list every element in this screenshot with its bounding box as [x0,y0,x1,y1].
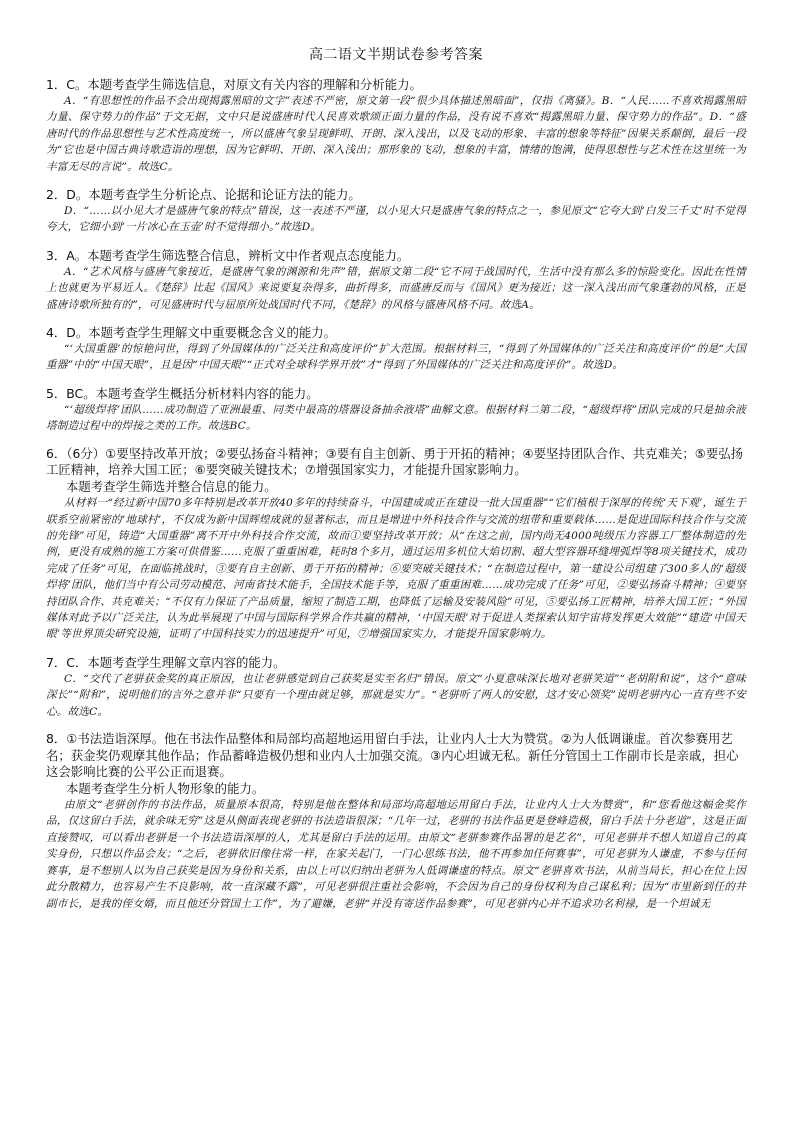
answer-5 [46,385,746,435]
answer-8-explanation: 由原文“老骈创作的书法作品，质量原本很高，特别是他在整体和局部均高超地运用留白手法，让业内人士大为赞赏”，和“您看他这幅金奖作品，仅这留白手法，就余味无穷”这是从侧面表现老骈的书法造诣很深；“几年一过，老骈的书法作品更是登峰造极，留白手法十分老道”，这是正面直接赞叹，可以看出老骈是一个书法造诣深厚的人，尤其是留白手法的运用。由原文“老骈参赛作品署的是艺名”，可见老骈并不想人知道自己的真实身份，只想以作品会友；“之后，老骈依旧像往常一样，在家关起门，一门心思练书法，他不再参加任何赛事”，可见老骈为人谦虚，不参与任何赛事，是不想别人以为自己获奖是因为身份和关系，由以上可以归纳出老骈为人低调谦虚的特点。原文“老骈喜欢书法，从前当局长，担心在位上因此分散精力，也容易产生不良影响，故一直深藏不露”，可见老骈很注重社会影响，不会因为自己的身份权利为自己谋私利；因为“市里新到任的井副市长，是我的侄女婿，而且他还分管国土工作”，为了避嫌，老骈“并没有寄送作品参赛”，可见老骈内心并不追求功名利禄，是一个坦诚无 [46,799,746,910]
answer-2-head: 2．D。本题考查学生分析论点、论据和论证方法的能力。 [46,187,361,203]
answer-8-skill: 本题考查学生分析人物形象的能力。 [66,780,265,796]
answer-6-head: 6．（6分）①要坚持改革开放；②要弘扬奋斗精神；③要有自主创新、勇于开拓的精神；④要坚持团队合作、共克难关；⑤要弘扬工匠精神，培养大国工匠；⑥要突破关键技术；⑦增强国家实力，才能提升国家影响力。 [46,445,744,478]
answer-1 [46,76,746,175]
answer-3-explanation: A．“艺术风格与盛唐气象接近，是盛唐气象的渊源和先声”错，据原文第二段“它不同于战国时代，生活中没有那么多的惊险变化。因此在性情上也就更为平易近人。《楚辞》比起《国风》来说要复杂得多，曲折得多，而盛唐反而与《国风》更为接近；这一深入浅出而气象蓬勃的风格，正是盛唐诗歌所独有的”，可见盛唐时代与屈原所处战国时代不同，《楚辞》的风格与盛唐风格不同。故选A。 [46,265,746,311]
page-title: 高二语文半期试卷参考答案 [309,47,483,63]
answer-8-head: 8．①书法造诣深厚。他在书法作品整体和局部均高超地运用留白手法，让业内人士大为赞赏。②为人低调谦虚。首次参赛用艺名；获金奖仍观摩其他作品；作品蓄峰造极仍想和业内人士加强交流。③内心坦诚无私。新任分管国土工作副市长是亲戚，担心这会影响比赛的公平公正而退赛。 [46,731,739,780]
answer-1-head: 1．C。本题考查学生筛选信息，对原文有关内容的理解和分析能力。 [46,77,422,92]
answer-4 [46,324,746,374]
answer-2 [46,186,746,236]
answer-6-skill: 本题考查学生筛选并整合信息的能力。 [66,478,277,494]
answer-3-head: 3．A。本题考查学生筛选整合信息，辨析文中作者观点态度能力。 [46,247,410,263]
answer-7 [46,654,746,720]
answer-1-explanation: A．“有思想性的作品不会出现揭露黑暗的文字”表述不严密，原文第一段“很少具体描述黑暗面”，仅指《离骚》。B．“人民……不喜欢揭露黑暗力量、保守势力的作品”于文无据，文中只是说盛唐时代人民喜欢歌颂正面力量的作品，没有说不喜欢“揭露黑暗力量、保守势力的作品”。D．“盛唐时代的作品思想性与艺术性高度统一，所以盛唐气象呈现鲜明、开朗、深入浅出，以及飞动的形象、丰富的想象等特征”因果关系颠倒，最后一段为“它也是中国古典诗歌造诣的理想，因为它鲜明、开朗、深入浅出；那形象的飞动，想象的丰富，情绪的饱满，使得思想性与艺术性在这里统一为丰富无尽的言说”。故选C。 [46,95,746,173]
answer-4-explanation: “‘大国重器’的惊艳问世，得到了外国媒体的广泛关注和高度评价”扩大范围。根据材料三，“得到了外国媒体的广泛关注和高度评价”的是“大国重器”中的“中国天眼”，且是因“中国天眼”“正式对全球科学界开放”才“得到了外国媒体的广泛关注和高度评价”。故选D。 [46,343,746,372]
answer-5-head: 5．BC。本题考查学生概括分析材料内容的能力。 [46,385,319,401]
answer-3 [46,247,746,313]
answer-7-head: 7．C．本题考查学生理解文章内容的能力。 [46,654,286,670]
answer-8 [46,731,746,912]
answer-5-explanation: “‘超级焊将’团队……成功制造了亚洲最重、同类中最高的塔器设备抽余液塔”曲解文意。根据材料二第二段，“超级焊将”团队完成的只是抽余液塔制造过程中的焊接之类的工作。故选BC。 [46,403,746,433]
answer-4-head: 4．D。本题考查学生理解文中重要概念含义的能力。 [46,325,337,341]
answer-6 [46,446,746,643]
answer-7-explanation: C．“交代了老骈获金奖的真正原因，也让老骈感觉到自己获奖是实至名归”错误。原文“小夏意味深长地对老骈笑道”“老胡附和说”，这个“意味深长”“附和”，说明他们的言外之意并非“只要有一个理由就足够，那就是实力”。“老骈听了两人的安慰，这才安心领奖”说明老骈内心一直有些不安心。故选C。 [46,672,746,718]
answer-6-explanation: 从材料一“经过新中国70多年特别是改革开放40多年的持续奋斗，中国建成或正在建设一批大国重器”“它们植根于深厚的传统‘天下观’，诞生于联系空前紧密的‘地球村’，不仅成为新中国辉煌成就的显著标志，而且是增进中外科技合作与交流的纽带和重要载体……是促进国际科技合作与交流的先锋”可见，铸造“大国重器”离不开中外科技合作交流，故而①要坚持改革开放；从“在这之前，国内尚无4000吨级压力容器工厂整体制造的先例，更没有成熟的施工方案可供借鉴……克服了重重困难，耗时8个多月，通过运用多机位大焰切割、超大型容器环缝埋弧焊等8项关键技术，成功完成了任务”可见，在面临挑战时，③要有自主创新、勇于开拓的精神；⑥要突破关键技术；“在制造过程中，第一建设公司组建了300多人的‘超级焊将’团队，他们当中有公司劳动模范、河南省技术能手，全国技术能手等，克服了重重困难……成功完成了任务”可见，②要弘扬奋斗精神；④要坚持团队合作、共克难关；“不仅有力保证了产品质量，缩短了制造工期，也降低了运输及安装风险”可见，⑤要弘扬工匠精神，培养大国工匠；“外国媒体对此予以广泛关注，认为此举展现了中国与国际科学界合作共赢的精神，‘中国天眼’对于促进人类探索认知宇宙将发挥更大效能”“建造‘中国天眼’等世界顶尖研究设施，证明了中国科技实力的迅速提升”可见，⑦增强国家实力，才能提升国家影响力。 [46,497,746,641]
answer-2-explanation: D．“……以小见大才是盛唐气象的特点”错误，这一表述不严谨，以小见大只是盛唐气象的特点之一，参见原文“它夸大到‘白发三千丈’时不觉得夸大，它细小到‘一片冰心在玉壶’时不觉得细小。”故选D。 [46,205,746,234]
